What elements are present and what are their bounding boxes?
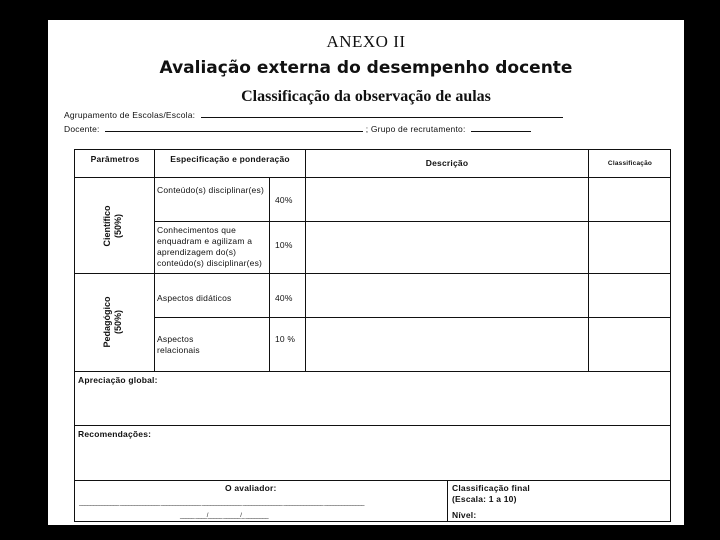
- spec-row-2: Conhecimentos que enquadram e agilizam a aprendizagem do(s) conteúdo(s) disciplinar(es): [157, 225, 263, 268]
- description-cell-1[interactable]: [306, 178, 588, 221]
- scale-label: (Escala: 1 a 10): [452, 494, 517, 504]
- spec-row-4: Aspectos relacionais: [157, 334, 200, 355]
- teacher-input-line[interactable]: [105, 125, 363, 132]
- group-pedagogico: Pedagógico (50%): [102, 296, 123, 348]
- spec-row-3: Aspectos didáticos: [157, 293, 232, 303]
- school-field: [64, 110, 563, 120]
- evaluator-date-line[interactable]: _____ ____/_____ ______/_ ________: [180, 513, 269, 519]
- col-spec: Especificação e ponderação: [170, 154, 290, 164]
- recommendations-label: Recomendações:: [78, 429, 152, 439]
- classification-cell-2[interactable]: [589, 222, 670, 273]
- classification-cell-1[interactable]: [589, 178, 670, 221]
- teacher-field: [64, 124, 531, 134]
- form-page: [48, 20, 684, 525]
- evaluation-table: [74, 149, 671, 522]
- classification-cell-3[interactable]: [589, 274, 670, 317]
- evaluator-signature-line[interactable]: ______________ ______________ ______________ ______________ ______________ ______________ ______________: [79, 500, 365, 506]
- weight-row-2: 10%: [275, 240, 293, 250]
- description-cell-3[interactable]: [306, 274, 588, 317]
- level-label: Nível:: [452, 510, 477, 520]
- school-input-line[interactable]: [201, 111, 563, 118]
- spec-row-1: Conteúdo(s) disciplinar(es): [157, 185, 264, 195]
- group-cientifico: Científico (50%): [102, 205, 123, 247]
- teacher-label: Docente:: [64, 124, 100, 134]
- description-cell-4[interactable]: [306, 318, 588, 371]
- weight-row-1: 40%: [275, 195, 293, 205]
- col-description: Descrição: [425, 158, 469, 168]
- annex-title: ANEXO II: [326, 32, 406, 51]
- evaluator-label: O avaliador:: [225, 483, 277, 493]
- page-title: Avaliação externa do desempenho docente: [159, 58, 573, 78]
- final-classification-label: Classificação final: [452, 483, 530, 493]
- global-label: Apreciação global:: [78, 375, 158, 385]
- classification-cell-4[interactable]: [589, 318, 670, 371]
- weight-row-3: 40%: [275, 293, 293, 303]
- col-parameters: Parâmetros: [90, 154, 140, 164]
- col-classification: Classificação: [607, 160, 653, 167]
- group-input-line[interactable]: [471, 125, 531, 132]
- weight-row-4: 10 %: [275, 334, 296, 344]
- global-appreciation-area[interactable]: [75, 388, 670, 425]
- page-subtitle: Classificação da observação de aulas: [241, 88, 491, 105]
- description-cell-2[interactable]: [306, 222, 588, 273]
- school-label: Agrupamento de Escolas/Escola:: [64, 110, 196, 120]
- recommendations-area[interactable]: [75, 442, 670, 480]
- group-label: ; Grupo de recrutamento:: [365, 124, 466, 134]
